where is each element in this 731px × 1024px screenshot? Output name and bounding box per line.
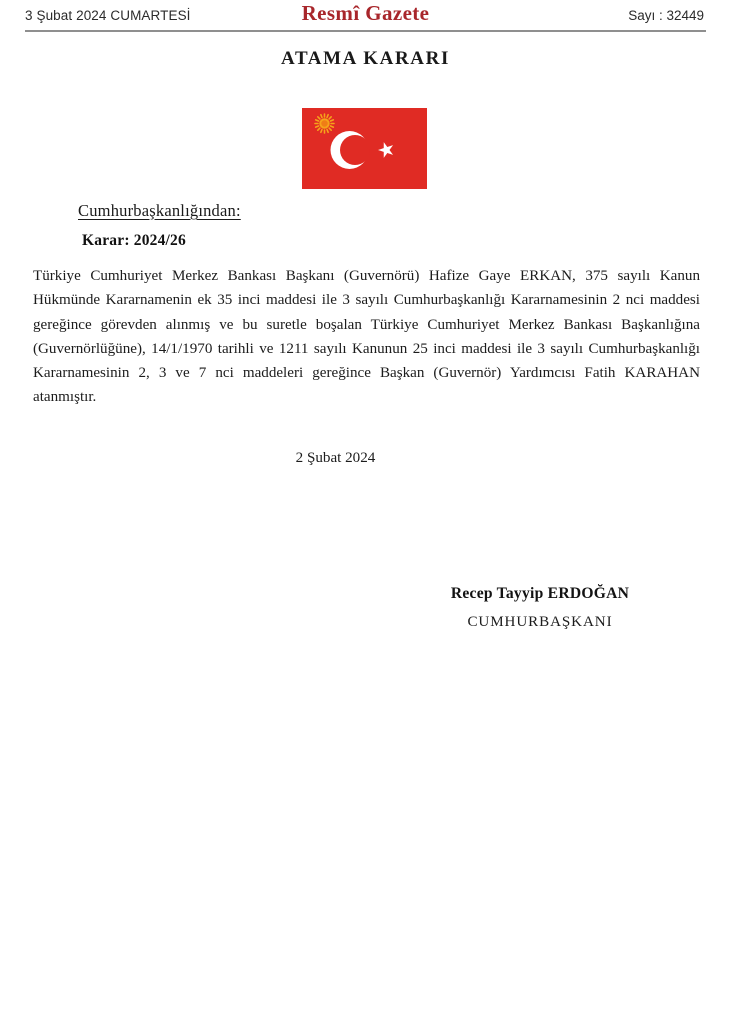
decision-date: 2 Şubat 2024 [295,450,376,466]
decision-body-text: Türkiye Cumhuriyet Merkez Bankası Başkanı (Guvernörü) Hafize Gaye ERKAN, 375 sayılı Kanun Hükmünde Kararnamenin ek 35 inci maddesi ile 3 sayılı Cumhurbaşkanlığı Kararnamesinin 2 nci maddesi gereğince görevden alınmış ve bu suretle boşalan Türkiye Cumhuriyet Merkez Bankası Başkanlığına (Guvernörlüğüne), 14/1/1970 tarihli ve 1211 sayılı Kanunun 25 inci maddesi ile 3 sayılı Cumhurbaşkanlığı Kararnamesinin 2, 3 ve 7 nci maddeleri gereğince Başkan (Guvernör) Yardımcısı Fatih KARAHAN atanmıştır. [33,268,700,406]
turkish-flag-icon [302,108,427,189]
masthead-divider [25,30,706,32]
masthead [0,0,731,30]
masthead-title: Resmî Gazete [301,1,430,25]
signatory-title: CUMHURBAŞKANI [467,614,613,630]
signatory-name: Recep Tayyip ERDOĞAN [450,585,630,602]
sun-emblem-icon [315,114,334,133]
signature-block [380,583,700,634]
page-title: ATAMA KARARI [281,48,450,69]
turkish-flag-svg [302,108,427,189]
masthead-date: 3 Şubat 2024 CUMARTESİ [25,7,191,23]
issuing-authority: Cumhurbaşkanlığından: [78,201,241,220]
decision-number: Karar: 2024/26 [82,232,186,249]
masthead-issue-number: Sayı : 32449 [628,7,704,23]
